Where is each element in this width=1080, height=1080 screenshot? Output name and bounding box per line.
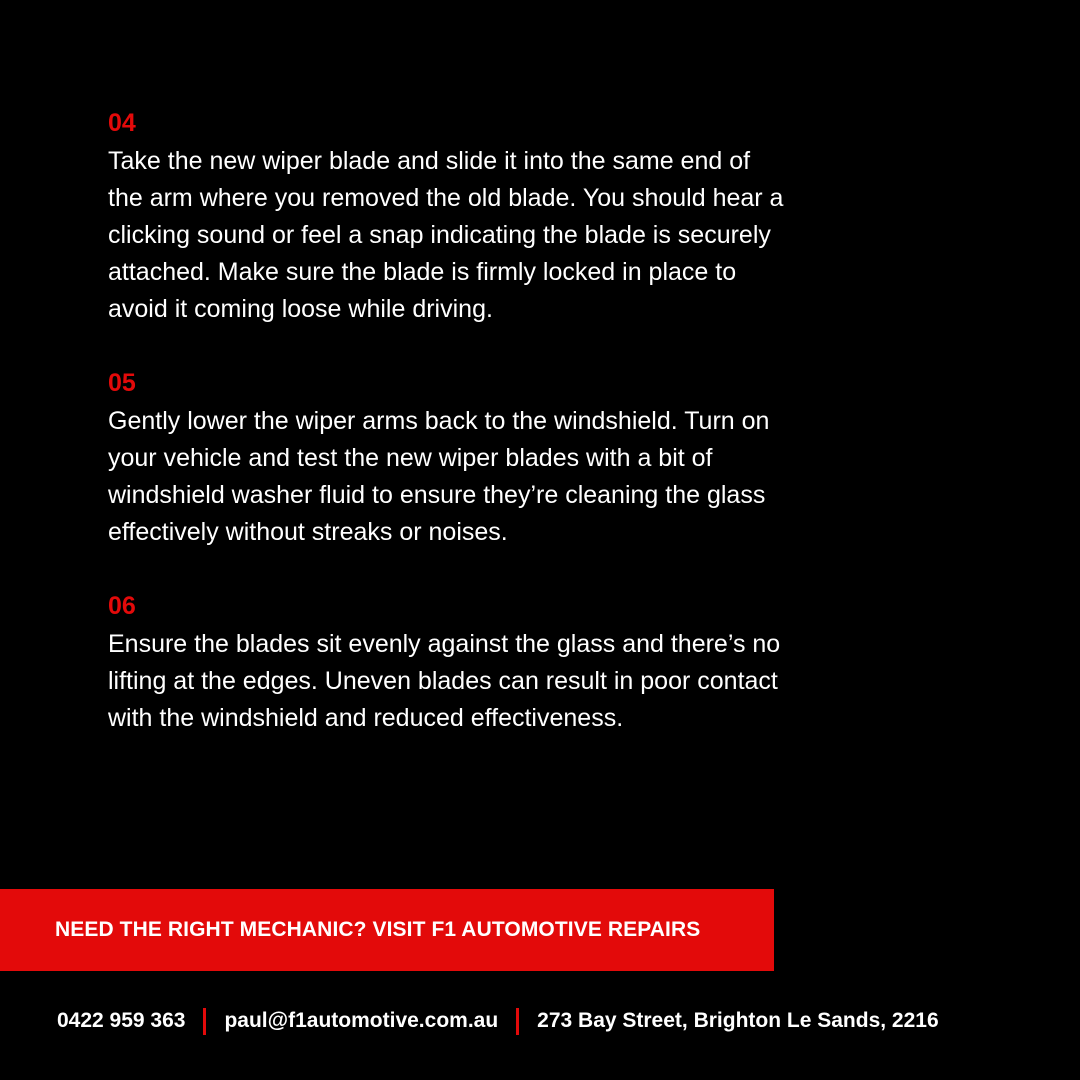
step-05 — [108, 366, 788, 551]
cta-text[interactable]: NEED THE RIGHT MECHANIC? VISIT F1 AUTOMOTIVE REPAIRS — [55, 918, 701, 941]
contact-footer — [57, 1003, 939, 1039]
step-04 — [108, 106, 788, 328]
cta-banner[interactable] — [0, 889, 774, 971]
step-text: Gently lower the wiper arms back to the windshield. Turn on your vehicle and test the new wiper blades with a bit of windshield washer fluid to ensure they’re cleaning the glass effectively without streaks or noises. — [108, 407, 770, 546]
step-text: Take the new wiper blade and slide it into the same end of the arm where you removed the old blade. You should hear a clicking sound or feel a snap indicating the blade is securely attached. Make sure the blade is firmly locked in place to avoid it coming loose while driving. — [108, 147, 784, 323]
step-number: 06 — [108, 592, 136, 620]
phone-number[interactable]: 0422 959 363 — [57, 1009, 186, 1032]
email-address[interactable]: paul@f1automotive.com.au — [224, 1009, 499, 1032]
step-06 — [108, 589, 788, 737]
step-text: Ensure the blades sit evenly against the glass and there’s no lifting at the edges. Uneven blades can result in poor contact with the windshield and reduced effectiveness. — [108, 630, 781, 732]
divider — [203, 1008, 206, 1035]
street-address: 273 Bay Street, Brighton Le Sands, 2216 — [537, 1009, 939, 1032]
step-number: 05 — [108, 369, 136, 397]
divider — [516, 1008, 519, 1035]
steps-list — [108, 106, 788, 775]
step-number: 04 — [108, 109, 136, 137]
